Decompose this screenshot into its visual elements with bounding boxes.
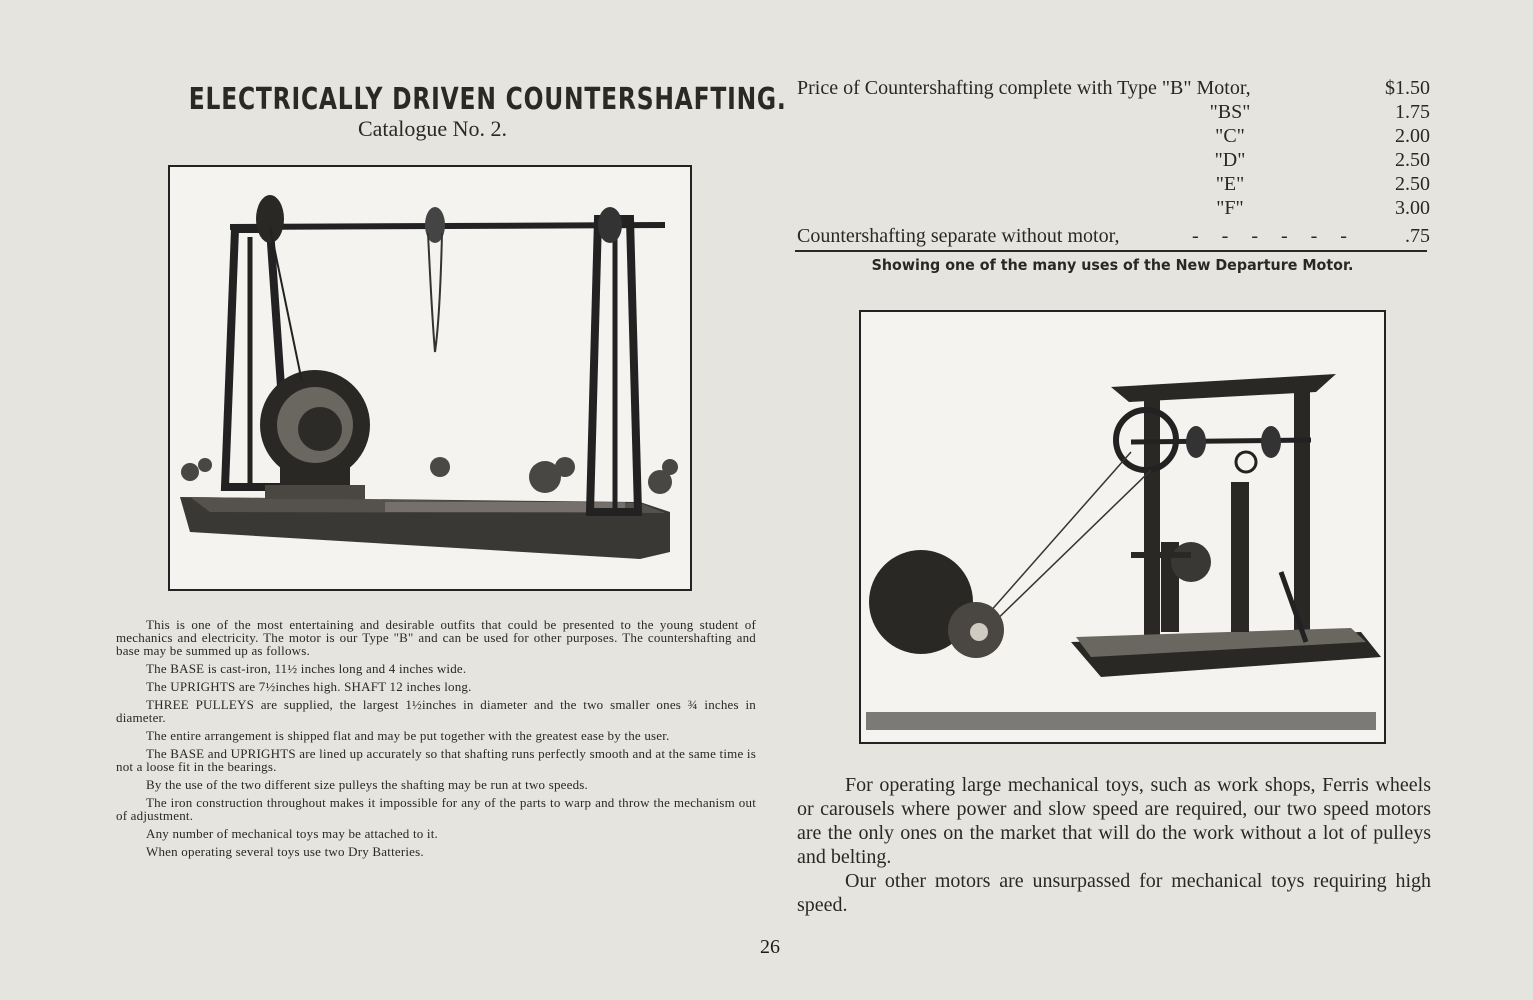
usage-paragraph: Our other motors are unsurpassed for mechanical toys requiring high speed. bbox=[797, 870, 1431, 916]
description-paragraph: The UPRIGHTS are 7½inches high. SHAFT 12 inches long. bbox=[146, 679, 472, 694]
separate-price: .75 bbox=[1405, 225, 1430, 247]
workshop-drawing bbox=[861, 312, 1384, 742]
description-paragraph: The BASE and UPRIGHTS are lined up accurately so that shafting runs perfectly smooth and at the same time is not a loose fit in the bearings. bbox=[116, 746, 756, 774]
description-paragraph: The BASE is cast-iron, 11½ inches long and 4 inches wide. bbox=[146, 661, 467, 676]
price-value: 2.50 bbox=[1395, 173, 1430, 195]
divider-rule bbox=[795, 250, 1427, 252]
price-value: 2.00 bbox=[1395, 125, 1430, 147]
price-value: $1.50 bbox=[1385, 77, 1430, 99]
page-title: ELECTRICALLY DRIVEN COUNTERSHAFTING. bbox=[188, 82, 787, 117]
separate-label: Countershafting separate without motor, bbox=[797, 225, 1120, 247]
price-value: 1.75 bbox=[1395, 101, 1430, 123]
usage-paragraph: For operating large mechanical toys, such as work shops, Ferris wheels or carousels where power and slow speed are required, our two speed motors are the only ones on the market that will do the work without a lot of pulleys and belting. bbox=[797, 774, 1431, 868]
description-paragraph: The entire arrangement is shipped flat and may be put together with the greatest ease by the user. bbox=[146, 728, 670, 743]
price-type: "BS" bbox=[1209, 101, 1251, 123]
price-type: "D" bbox=[1214, 149, 1246, 171]
description-paragraph: By the use of the two different size pulleys the shafting may be run at two speeds. bbox=[146, 777, 589, 792]
separate-dashes: - - - - - - bbox=[1192, 225, 1347, 247]
price-type: "E" bbox=[1215, 173, 1245, 195]
price-type: "C" bbox=[1215, 125, 1245, 147]
price-intro: Price of Countershafting complete with Type "B" Motor, bbox=[797, 77, 1251, 99]
description-paragraph: THREE PULLEYS are supplied, the largest 1½inches in diameter and the two smaller ones ¾ inches in diameter. bbox=[116, 697, 756, 725]
page-number: 26 bbox=[760, 936, 780, 958]
description-text bbox=[116, 618, 756, 863]
usage-text bbox=[797, 773, 1431, 917]
price-type: "F" bbox=[1216, 197, 1244, 219]
catalogue-number: Catalogue No. 2. bbox=[357, 116, 508, 141]
illustration-caption: Showing one of the many uses of the New Departure Motor. bbox=[871, 256, 1354, 274]
description-paragraph: The iron construction throughout makes it impossible for any of the parts to warp and throw the mechanism out of adjustment. bbox=[116, 795, 756, 823]
workshop-illustration bbox=[859, 310, 1386, 744]
description-paragraph: Any number of mechanical toys may be attached to it. bbox=[146, 826, 438, 841]
price-value: 2.50 bbox=[1395, 149, 1430, 171]
countershafting-illustration bbox=[168, 165, 692, 591]
price-value: 3.00 bbox=[1395, 197, 1430, 219]
description-paragraph: When operating several toys use two Dry Batteries. bbox=[146, 844, 424, 859]
description-paragraph: This is one of the most entertaining and desirable outfits that could be presented to the young student of mechanics and electricity. The motor is our Type "B" and can be used for other purposes. The countershafting and base may be summed up as follows. bbox=[116, 617, 756, 658]
countershafting-drawing bbox=[170, 167, 690, 589]
